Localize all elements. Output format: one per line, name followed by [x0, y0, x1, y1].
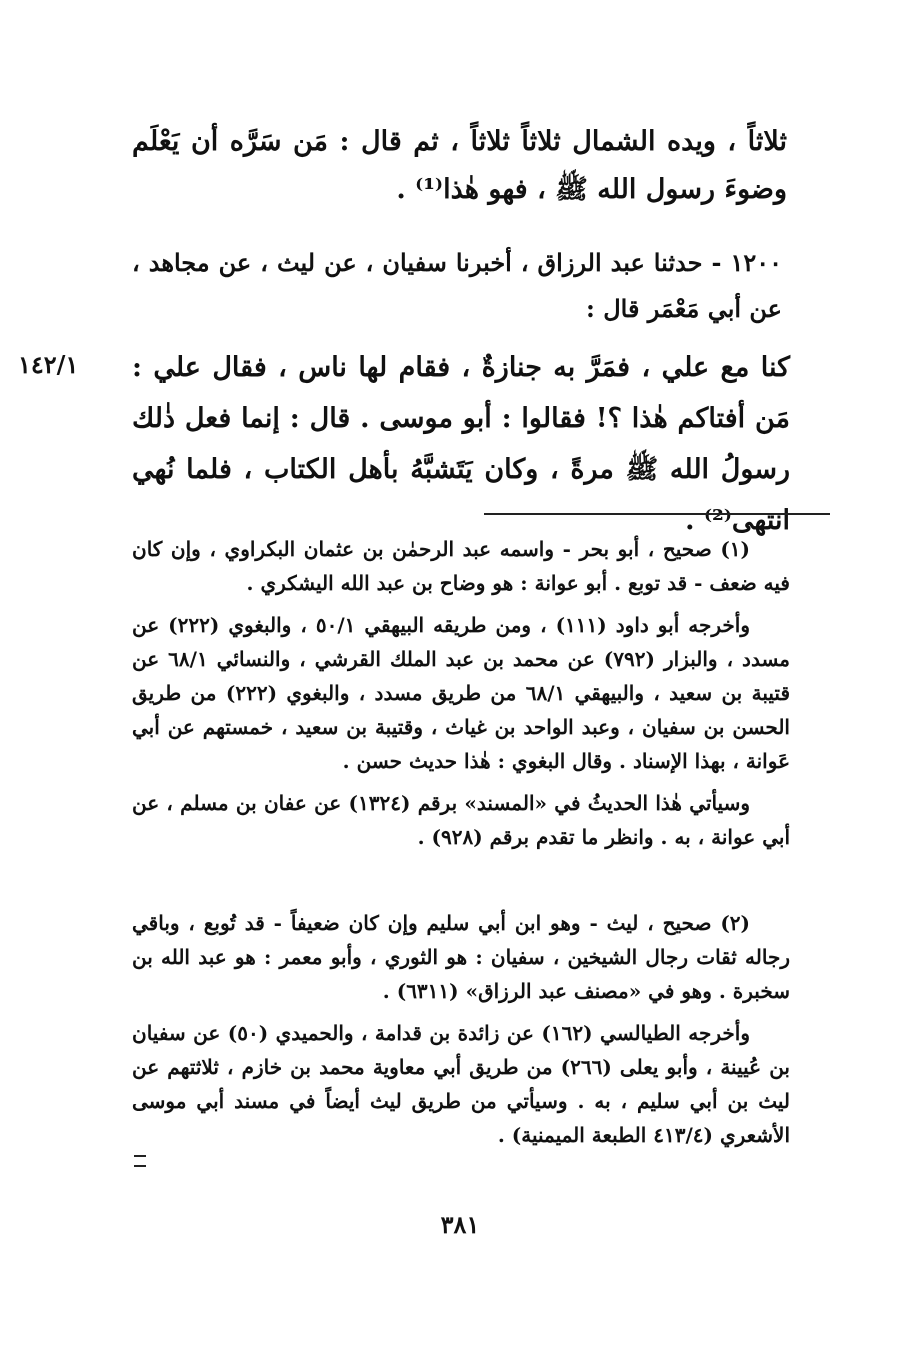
hadith-1200-text: كنا مع علي ، فمَرَّ به جنازةٌ ، فقام لها ناس ، فقال علي : مَن أفتاكم هٰذا ؟! فقالوا : أبو موسى . قال : إنما فعل ذٰلك رسولُ الله ﷺ مرةً ، وكان يَتَشبَّهُ بأهل الكتاب ، فلما نُهي انتهى⁽²⁾ .: [132, 352, 790, 536]
footnote-1-cross-ref: وسيأتي هٰذا الحديثُ في «المسند» برقم (١٣٢٤) عن عفان بن مسلم ، عن أبي عوانة ، به . وانظر ما تقدم برقم (٩٢٨) .: [132, 791, 790, 849]
main-text-continuation: ثلاثاً ، ويده الشمال ثلاثاً ثلاثاً ، ثم قال : مَن سَرَّه أن يَعْلَم وضوءَ رسول الله ﷺ ، فهو هٰذا⁽¹⁾ .: [132, 126, 787, 205]
footnote-2-grading: (٢) صحيح ، ليث - وهو ابن أبي سليم وإن كان ضعيفاً - قد تُوبع ، وباقي رجاله ثقات رجال الشيخين ، سفيان : هو الثوري ، وأبو معمر : هو عبد الله بن سخبرة . وهو في «مصنف عبد الرزاق» (٦٣١١) .: [132, 911, 790, 1003]
hadith-1200-isnad: ١٢٠٠ - حدثنا عبد الرزاق ، أخبرنا سفيان ، عن ليث ، عن مجاهد ، عن أبي مَعْمَر قال :: [132, 248, 782, 323]
continuation-mark: [134, 1155, 146, 1167]
footnote-2: [132, 906, 790, 1152]
page-number: ٣٨١: [440, 1210, 480, 1239]
footnote-1-grading: (١) صحيح ، أبو بحر - واسمه عبد الرحمٰن بن عثمان البكراوي ، وإن كان فيه ضعف - قد توبع . أبو عوانة : هو وضاح بن عبد الله اليشكري .: [132, 537, 790, 595]
margin-reference: ١٤٢/١: [18, 350, 79, 379]
footnote-1-takhrij: وأخرجه أبو داود (١١١) ، ومن طريقه البيهقي ٥٠/١ ، والبغوي (٢٢٢) عن مسدد ، والبزار (٧٩٢) عن محمد بن عبد الملك القرشي ، والنسائي ٦٨/١ عن قتيبة بن سعيد ، والبيهقي ٦٨/١ من طريق مسدد ، والبغوي (٢٢٢) من طريق الحسن بن سفيان ، وعبد الواحد بن غياث ، وقتيبة بن سعيد ، خمستهم عن أبي عَوانة ، بهذا الإسناد . وقال البغوي : هٰذا حديث حسن .: [132, 613, 791, 773]
footnote-1: [132, 532, 790, 854]
footnote-2-takhrij: وأخرجه الطيالسي (١٦٢) عن زائدة بن قدامة ، والحميدي (٥٠) عن سفيان بن عُيينة ، وأبو يعلى (٢٦٦) من طريق أبي معاوية محمد بن خازم ، ثلاثتهم عن ليث بن أبي سليم ، به . وسيأتي من طريق ليث أيضاً في مسند أبي موسى الأشعري (٤١٣/٤ الطبعة الميمنية) .: [132, 1021, 791, 1147]
footnote-separator: [484, 513, 830, 515]
